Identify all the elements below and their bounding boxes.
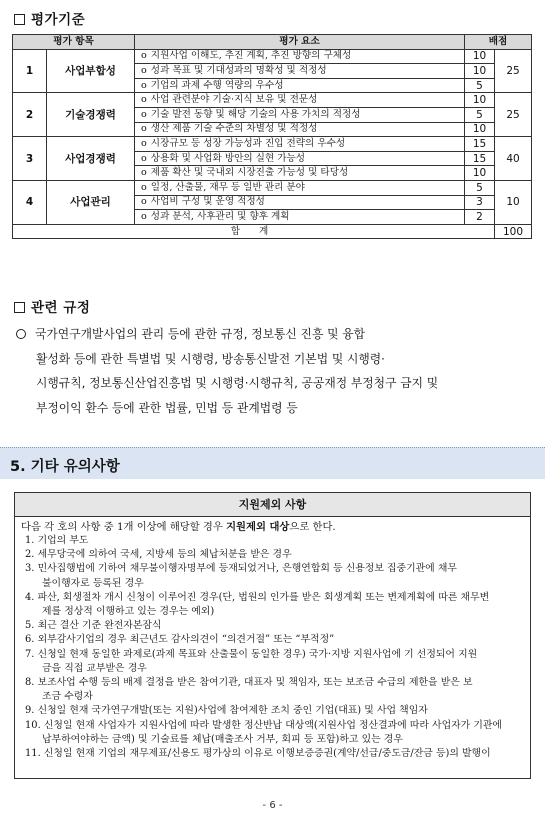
criteria-heading-text: 평가기준 bbox=[31, 12, 86, 28]
evaluation-criteria-table bbox=[12, 34, 532, 239]
list-item bbox=[25, 591, 526, 619]
list-item-number: 2. bbox=[25, 549, 35, 561]
list-item bbox=[25, 704, 526, 718]
group-total: 40 bbox=[495, 137, 532, 181]
list-item-continuation: 납부하여야하는 금액) 및 기술료를 체납(매출조사 거부, 회피 등 포함)하고 있는 경우 bbox=[42, 733, 403, 745]
item-bullet: o bbox=[141, 94, 147, 106]
criteria-item-text: 기술 발전 동향 및 해당 기술의 사용 가치의 적정성 bbox=[150, 108, 361, 120]
page-number: - 6 - bbox=[262, 800, 283, 811]
list-item-continuation: 금을 직접 교부받은 경우 bbox=[42, 662, 147, 674]
total-label: 합 계 bbox=[13, 224, 495, 239]
list-item bbox=[25, 648, 526, 676]
list-item-text: 최근 결산 기준 완전자본잠식 bbox=[37, 620, 162, 632]
criteria-item bbox=[135, 180, 465, 195]
table-row bbox=[13, 93, 532, 108]
criteria-item bbox=[135, 93, 465, 108]
list-item-text: 신청일 현재 국가연구개발(또는 지원)사업에 참여제한 조치 중인 기업(대표) 및 사업 책임자 bbox=[37, 705, 428, 717]
criteria-item-text: 성과 목표 및 기대성과의 명확성 및 적정성 bbox=[150, 64, 327, 76]
criteria-item-text: 지원사업 이해도, 추진 계획, 추진 방향의 구체성 bbox=[150, 50, 352, 62]
regulations-line-3: 시행규칙, 정보통신산업진흥법 및 시행령·시행규칙, 공공재정 부정청구 금지 및 bbox=[36, 376, 439, 390]
list-item-continuation: 불이행자로 등록된 경우 bbox=[42, 577, 144, 589]
table-row bbox=[13, 180, 532, 195]
group-total: 25 bbox=[495, 49, 532, 93]
criteria-item-text: 제품 확산 및 국내외 시장진출 가능성 및 타당성 bbox=[150, 167, 349, 179]
item-score: 5 bbox=[465, 78, 495, 93]
criteria-item-text: 상용화 및 사업화 방안의 실현 가능성 bbox=[150, 152, 306, 164]
list-item bbox=[25, 548, 526, 562]
list-item-number: 9. bbox=[25, 705, 35, 717]
list-item-number: 10. bbox=[25, 719, 41, 731]
regulations-body bbox=[36, 322, 536, 420]
criteria-item bbox=[135, 137, 465, 152]
criteria-item-text: 시장규모 등 성장 가능성과 진입 전략의 우수성 bbox=[150, 137, 346, 149]
item-score: 15 bbox=[465, 151, 495, 166]
list-item-text: 민사집행법에 기하여 채무불이행자명부에 등재되었거나, 은행연합회 등 신용정보 집중기관에 채무 bbox=[37, 563, 457, 575]
criteria-item bbox=[135, 122, 465, 137]
regulations-heading bbox=[14, 296, 90, 316]
list-item-continuation: 제를 정상적 이행하고 있는 경우는 예외) bbox=[42, 606, 215, 618]
criteria-item-text: 기업의 과제 수행 역량의 우수성 bbox=[150, 79, 284, 91]
list-item-text: 세무당국에 의하여 국세, 지방세 등의 체납처분을 받은 경우 bbox=[37, 549, 292, 561]
list-item-text: 신청일 현재 사업자가 지원사업에 따라 발생한 정산반납 대상액(지원사업 정산결과에 따라 사업자가 기관에 bbox=[43, 719, 502, 731]
table-header-row bbox=[13, 35, 532, 50]
item-bullet: o bbox=[141, 167, 147, 179]
criteria-item bbox=[135, 107, 465, 122]
list-item-number: 6. bbox=[25, 634, 35, 646]
table-row bbox=[13, 137, 532, 152]
list-item-number: 11. bbox=[25, 748, 41, 760]
table-row bbox=[13, 49, 532, 64]
list-item-text: 신청일 현재 기업의 재무제표/신용도 평가상의 이유로 이행보증증권(계약/선급/중도금/잔금 등)의 발행이 bbox=[43, 748, 491, 760]
item-bullet: o bbox=[141, 123, 147, 135]
list-item bbox=[25, 534, 526, 548]
exclusion-box bbox=[14, 492, 531, 779]
criteria-item bbox=[135, 64, 465, 79]
section-5-band bbox=[0, 447, 545, 479]
item-score: 2 bbox=[465, 210, 495, 225]
item-bullet: o bbox=[141, 64, 147, 76]
item-score: 5 bbox=[465, 180, 495, 195]
section-5-title: 5. 기타 유의사항 bbox=[10, 459, 120, 475]
list-item bbox=[25, 719, 526, 747]
list-item bbox=[25, 676, 526, 704]
list-item bbox=[25, 747, 526, 761]
header-area: 평가 항목 bbox=[13, 35, 135, 50]
list-item-number: 5. bbox=[25, 620, 35, 632]
list-item-number: 4. bbox=[25, 591, 35, 603]
list-item bbox=[25, 562, 526, 590]
group-number: 2 bbox=[13, 93, 47, 137]
criteria-item-text: 생산 제품 기술 수준의 차별성 및 적정성 bbox=[150, 123, 318, 135]
list-item-continuation: 조금 수령자 bbox=[42, 691, 93, 703]
item-score: 10 bbox=[465, 49, 495, 64]
square-bullet-icon bbox=[14, 302, 25, 313]
regulations-heading-text: 관련 규정 bbox=[31, 300, 91, 316]
total-value: 100 bbox=[495, 224, 532, 239]
item-score: 10 bbox=[465, 122, 495, 137]
item-score: 15 bbox=[465, 137, 495, 152]
list-item bbox=[25, 633, 526, 647]
criteria-item bbox=[135, 151, 465, 166]
square-bullet-icon bbox=[14, 14, 25, 25]
item-bullet: o bbox=[141, 152, 147, 164]
regulations-line-4: 부정이익 환수 등에 관한 법률, 민법 등 관계법령 등 bbox=[36, 400, 298, 415]
list-item-number: 3. bbox=[25, 563, 35, 575]
list-item-text: 파산, 회생절차 개시 신청이 이루어진 경우(단, 법원의 인가를 받은 회생계획 또는 변제계획에 따른 채무변 bbox=[37, 591, 490, 603]
item-score: 10 bbox=[465, 64, 495, 79]
list-item-number: 8. bbox=[25, 677, 35, 689]
item-bullet: o bbox=[141, 196, 147, 208]
table-total-row bbox=[13, 224, 532, 239]
item-score: 10 bbox=[465, 93, 495, 108]
group-name: 기술경쟁력 bbox=[47, 93, 135, 137]
list-item bbox=[25, 619, 526, 633]
list-item-text: 기업의 부도 bbox=[37, 535, 89, 546]
hollow-circle-bullet-icon bbox=[16, 329, 26, 339]
list-item-number: 1. bbox=[25, 535, 35, 546]
group-total: 10 bbox=[495, 180, 532, 224]
group-name: 사업경쟁력 bbox=[47, 137, 135, 181]
criteria-item bbox=[135, 49, 465, 64]
group-number: 3 bbox=[13, 137, 47, 181]
regulations-line-2: 활성화 등에 관한 특별법 및 시행령, 방송통신발전 기본법 및 시행령· bbox=[36, 351, 385, 366]
item-score: 3 bbox=[465, 195, 495, 210]
list-item-number: 7. bbox=[25, 648, 35, 660]
item-bullet: o bbox=[141, 181, 147, 193]
item-bullet: o bbox=[141, 50, 147, 62]
criteria-item bbox=[135, 210, 465, 225]
group-number: 4 bbox=[13, 180, 47, 224]
item-score: 10 bbox=[465, 166, 495, 181]
criteria-item-text: 성과 분석, 사후관리 및 향후 계획 bbox=[150, 210, 290, 222]
group-total: 25 bbox=[495, 93, 532, 137]
exclusion-heading: 지원제외 사항 bbox=[15, 493, 530, 517]
list-item-text: 외부감사기업의 경우 최근년도 감사의견이 “의견거절” 또는 “부적정” bbox=[37, 634, 335, 646]
group-number: 1 bbox=[13, 49, 47, 93]
item-score: 5 bbox=[465, 107, 495, 122]
item-bullet: o bbox=[141, 108, 147, 120]
criteria-heading bbox=[14, 8, 85, 28]
item-bullet: o bbox=[141, 79, 147, 91]
item-bullet: o bbox=[141, 137, 147, 149]
group-name: 사업관리 bbox=[47, 180, 135, 224]
exclusion-list bbox=[15, 534, 530, 761]
criteria-item-text: 일정, 산출물, 재무 등 일반 관리 분야 bbox=[150, 181, 305, 193]
header-item: 평가 요소 bbox=[135, 35, 465, 50]
criteria-item-text: 사업비 구성 및 운영 적정성 bbox=[150, 196, 265, 208]
criteria-item bbox=[135, 78, 465, 93]
exclusion-intro: 다음 각 호의 사항 중 1개 이상에 해당할 경우 지원제외 대상으로 한다. bbox=[21, 521, 336, 533]
criteria-item bbox=[135, 195, 465, 210]
item-bullet: o bbox=[141, 210, 147, 222]
group-name: 사업부합성 bbox=[47, 49, 135, 93]
header-score: 배점 bbox=[465, 35, 532, 50]
criteria-item bbox=[135, 166, 465, 181]
regulations-line-1: 국가연구개발사업의 관리 등에 관한 규정, 정보통신 진흥 및 융합 bbox=[16, 322, 536, 347]
criteria-item-text: 사업 관련분야 기술·지식 보유 및 전문성 bbox=[150, 94, 318, 106]
list-item-text: 신청일 현재 동일한 과제로(과제 목표와 산출물이 동일한 경우) 국가·지방 지원사업에 기 선정되어 지원 bbox=[37, 648, 478, 660]
list-item-text: 보조사업 수행 등의 배제 결정을 받은 참여기관, 대표자 및 책임자, 또는 보조금 수급의 제한을 받은 보 bbox=[37, 677, 473, 689]
